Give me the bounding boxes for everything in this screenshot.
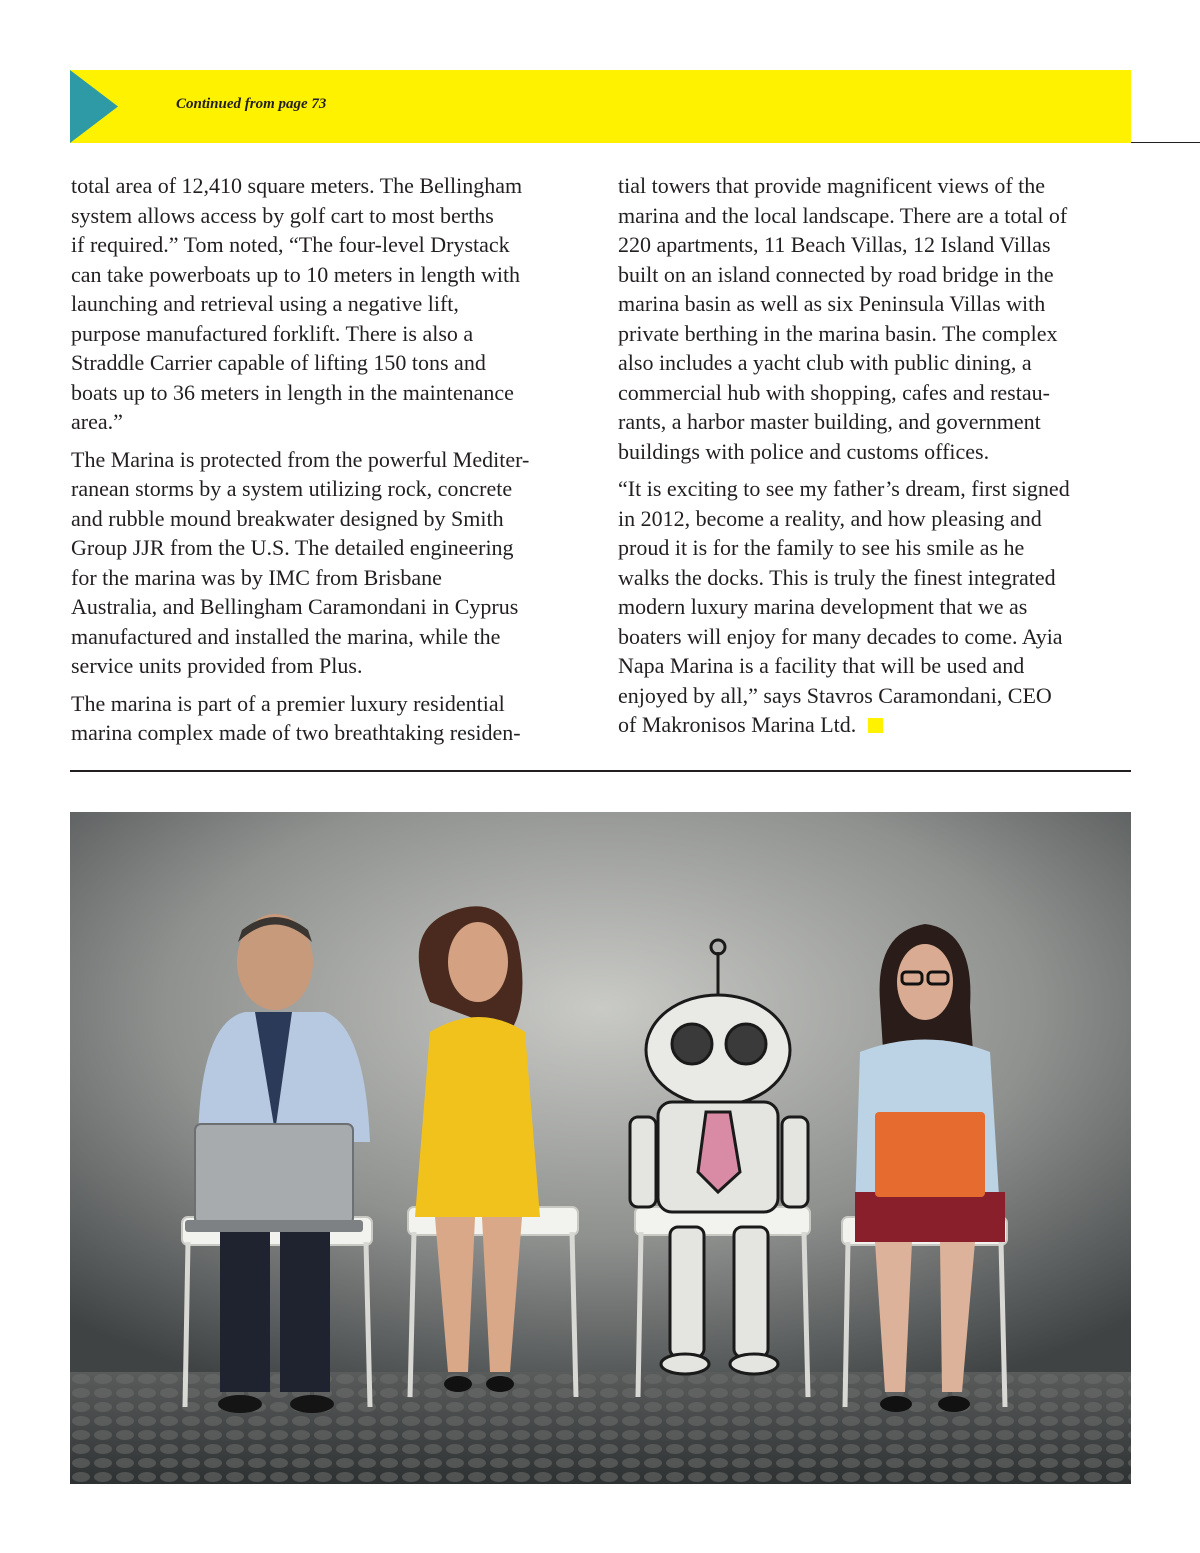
paragraph — [71, 445, 571, 681]
closing-line-text: of Makronisos Marina Ltd. — [618, 712, 857, 737]
text-line: rants, a harbor master building, and government — [618, 409, 1041, 434]
text-line: marina complex made of two breathtaking residen- — [71, 720, 521, 745]
text-line: 220 apartments, 11 Beach Villas, 12 Island Villas — [618, 232, 1051, 257]
text-line: area.” — [71, 409, 123, 434]
text-line: The marina is part of a premier luxury residential — [71, 690, 505, 716]
text-line: launching and retrieval using a negative lift, — [71, 291, 459, 316]
text-line: proud it is for the family to see his smile as he — [618, 535, 1025, 560]
text-line: in 2012, become a reality, and how pleasing and — [618, 505, 1042, 531]
continued-label: Continued from page 73 — [176, 96, 327, 112]
text-line: The Marina is protected from the powerful Mediter- — [71, 446, 530, 472]
text-line: “It is exciting to see my father’s dream, first signed — [618, 476, 1070, 501]
article-column-right — [618, 171, 1118, 748]
arrow-icon — [70, 70, 118, 143]
text-line: built on an island connected by road bridge in the — [618, 261, 1054, 287]
text-line: private berthing in the marina basin. The complex — [618, 320, 1058, 346]
paragraph — [71, 689, 571, 748]
text-line: also includes a yacht club with public dining, a — [618, 350, 1032, 375]
text-line: boaters will enjoy for many decades to come. Ayia — [618, 623, 1063, 649]
text-line: ranean storms by a system utilizing rock, concrete — [71, 476, 513, 501]
text-line: commercial hub with shopping, cafes and restau- — [618, 379, 1050, 405]
text-line: purpose manufactured forklift. There is also a — [71, 320, 474, 346]
paragraph — [618, 474, 1118, 740]
text-line: modern luxury marina development that we as — [618, 594, 1028, 619]
text-line: system allows access by golf cart to most berths — [71, 202, 494, 228]
text-line: tial towers that provide magnificent views of the — [618, 173, 1046, 198]
text-line: Straddle Carrier capable of lifting 150 tons and — [71, 350, 486, 375]
photo-illustration — [70, 812, 1131, 1484]
text-line: walks the docks. This is truly the finest integrated — [618, 564, 1056, 590]
article-photo — [70, 812, 1131, 1484]
section-divider — [70, 770, 1131, 772]
text-line: and rubble mound breakwater designed by Smith — [71, 505, 504, 531]
text-line: marina basin as well as six Peninsula Villas with — [618, 291, 1046, 316]
text-line: Australia, and Bellingham Caramondani in Cyprus — [71, 594, 519, 619]
text-line: Group JJR from the U.S. The detailed engineering — [71, 535, 514, 560]
paragraph — [71, 171, 571, 437]
paragraph — [618, 171, 1118, 466]
text-line: marina and the local landscape. There are a total of — [618, 202, 1068, 228]
text-line — [618, 710, 1118, 740]
text-line: Napa Marina is a facility that will be used and — [618, 653, 1025, 678]
text-line: if required.” Tom noted, “The four-level Drystack — [71, 232, 510, 257]
article-column-left — [71, 171, 571, 756]
text-line: can take powerboats up to 10 meters in length with — [71, 261, 521, 287]
text-line: for the marina was by IMC from Brisbane — [71, 564, 442, 590]
text-line: boats up to 36 meters in length in the maintenance — [71, 379, 514, 405]
text-line: total area of 12,410 square meters. The Bellingham — [71, 173, 523, 198]
text-line: service units provided from Plus. — [71, 653, 363, 678]
text-line: buildings with police and customs offices. — [618, 438, 990, 464]
text-line: enjoyed by all,” says Stavros Caramondani, CEO — [618, 682, 1052, 708]
header-rule — [1131, 142, 1200, 143]
text-line: manufactured and installed the marina, while the — [71, 623, 501, 649]
end-of-article-marker — [868, 718, 883, 733]
